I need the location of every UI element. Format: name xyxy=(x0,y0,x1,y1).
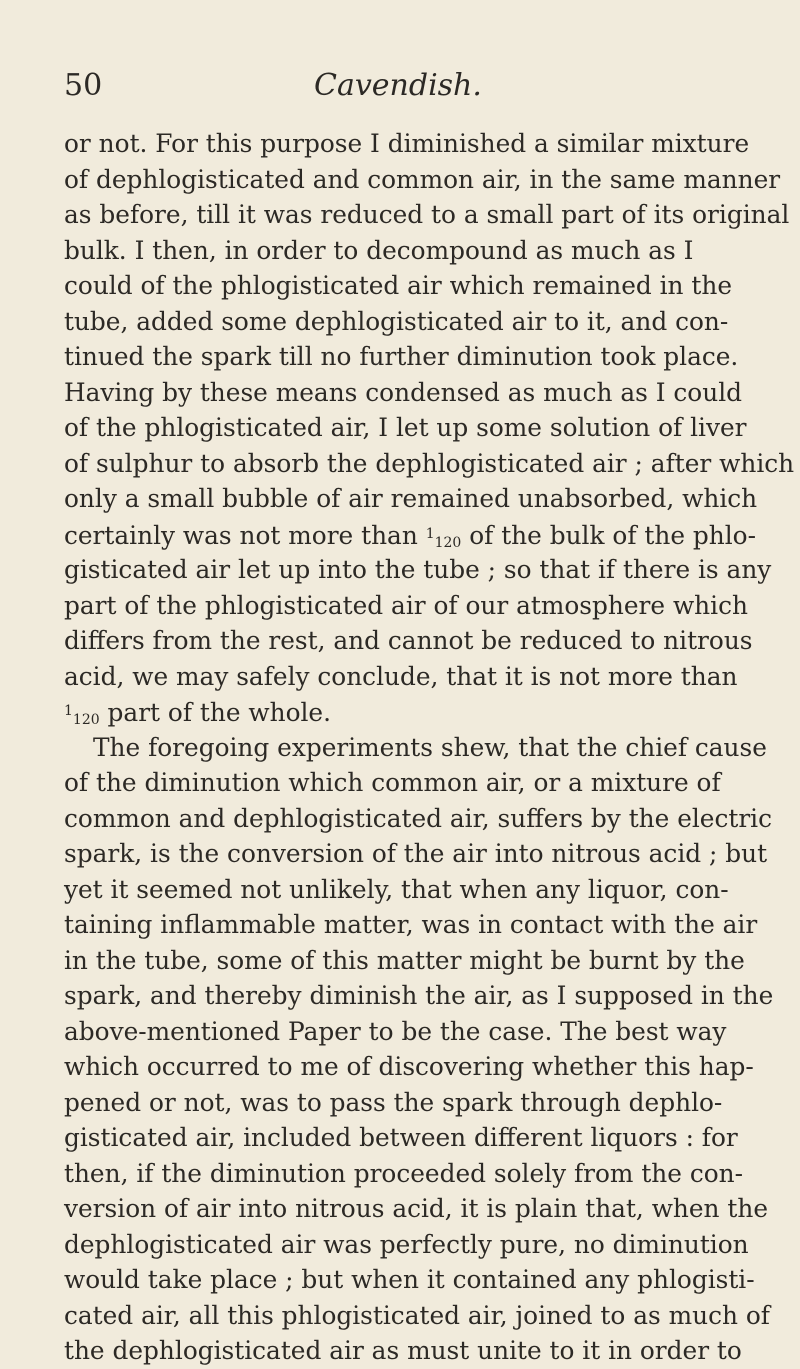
text-line: spark, and thereby diminish the air, as I supposed in the xyxy=(64,981,774,1010)
text-line-with-fraction xyxy=(64,517,756,553)
text-line: pened or not, was to pass the spark through dephlo- xyxy=(64,1087,723,1117)
text-line: of sulphur to absorb the dephlogisticated air ; after which xyxy=(64,448,795,478)
text-line: taining inflammable matter, was in contact with the air xyxy=(64,910,758,939)
text-line: differs from the rest, and cannot be reduced to nitrous xyxy=(64,626,753,655)
text-line: then, if the diminution proceeded solely from the con- xyxy=(64,1158,743,1188)
text-line: tinued the spark till no further diminution took place. xyxy=(64,342,739,371)
text-line: in the tube, some of this matter might be burnt by the xyxy=(64,945,745,975)
page-number: 50 xyxy=(64,68,103,103)
text-line-with-fraction xyxy=(64,694,736,730)
text-line: of the phlogisticated air, I let up some solution of liver xyxy=(64,413,747,442)
fraction-numerator: 1 xyxy=(64,703,73,719)
text-line: spark, is the conversion of the air into nitrous acid ; but xyxy=(64,839,768,868)
text-line: above-mentioned Paper to be the case. The best way xyxy=(64,1016,727,1046)
fraction-denominator: 120 xyxy=(434,534,462,551)
text-line: cated air, all this phlogisticated air, joined to as much of xyxy=(64,1300,770,1330)
text-line: gisticated air, included between different liquors : for xyxy=(64,1123,738,1152)
text-line: bulk. I then, in order to decompound as much as I xyxy=(64,235,694,265)
fraction-numerator: 1 xyxy=(425,525,435,542)
text-line: yet it seemed not unlikely, that when any liquor, con- xyxy=(64,874,729,904)
text-line: of the diminution which common air, or a mixture of xyxy=(64,768,721,797)
text-line: gisticated air let up into the tube ; so that if there is any xyxy=(64,555,772,584)
text-line: version of air into nitrous acid, it is plain that, when the xyxy=(64,1194,769,1223)
text-line: the dephlogisticated air as must unite to it in order to xyxy=(64,1336,742,1365)
text-line: part of the phlogisticated air of our atmosphere which xyxy=(64,590,748,620)
running-title: Cavendish. xyxy=(314,68,482,103)
text-segment: certainly was not more than xyxy=(64,520,418,550)
text-line: or not. For this purpose I diminished a similar mixture xyxy=(64,129,750,158)
text-line: of dephlogisticated and common air, in the same manner xyxy=(64,164,781,194)
fraction-denominator: 120 xyxy=(72,712,100,728)
text-segment: part of the whole. xyxy=(99,698,331,727)
body-text xyxy=(64,126,795,1369)
page-header xyxy=(64,68,736,108)
fraction xyxy=(64,703,100,728)
text-line: common and dephlogisticated air, suffers by the electric xyxy=(64,803,772,833)
text-line: as before, till it was reduced to a small part of its original xyxy=(64,200,790,229)
text-line: would take place ; but when it contained any phlogisti- xyxy=(64,1265,755,1294)
text-line: which occurred to me of discovering whether this hap- xyxy=(64,1052,754,1081)
text-line: only a small bubble of air remained unabsorbed, which xyxy=(64,484,758,513)
text-line: tube, added some dephlogisticated air to it, and con- xyxy=(64,306,729,336)
fraction xyxy=(425,525,462,551)
text-line: dephlogisticated air was perfectly pure, no diminution xyxy=(64,1229,749,1259)
paragraph-start-line: The foregoing experiments shew, that the chief cause xyxy=(93,732,767,762)
text-segment: of the bulk of the phlo- xyxy=(461,520,756,550)
text-line: could of the phlogisticated air which remained in the xyxy=(64,271,733,300)
text-line: Having by these means condensed as much as I could xyxy=(64,377,743,407)
text-line: acid, we may safely conclude, that it is not more than xyxy=(64,661,738,691)
